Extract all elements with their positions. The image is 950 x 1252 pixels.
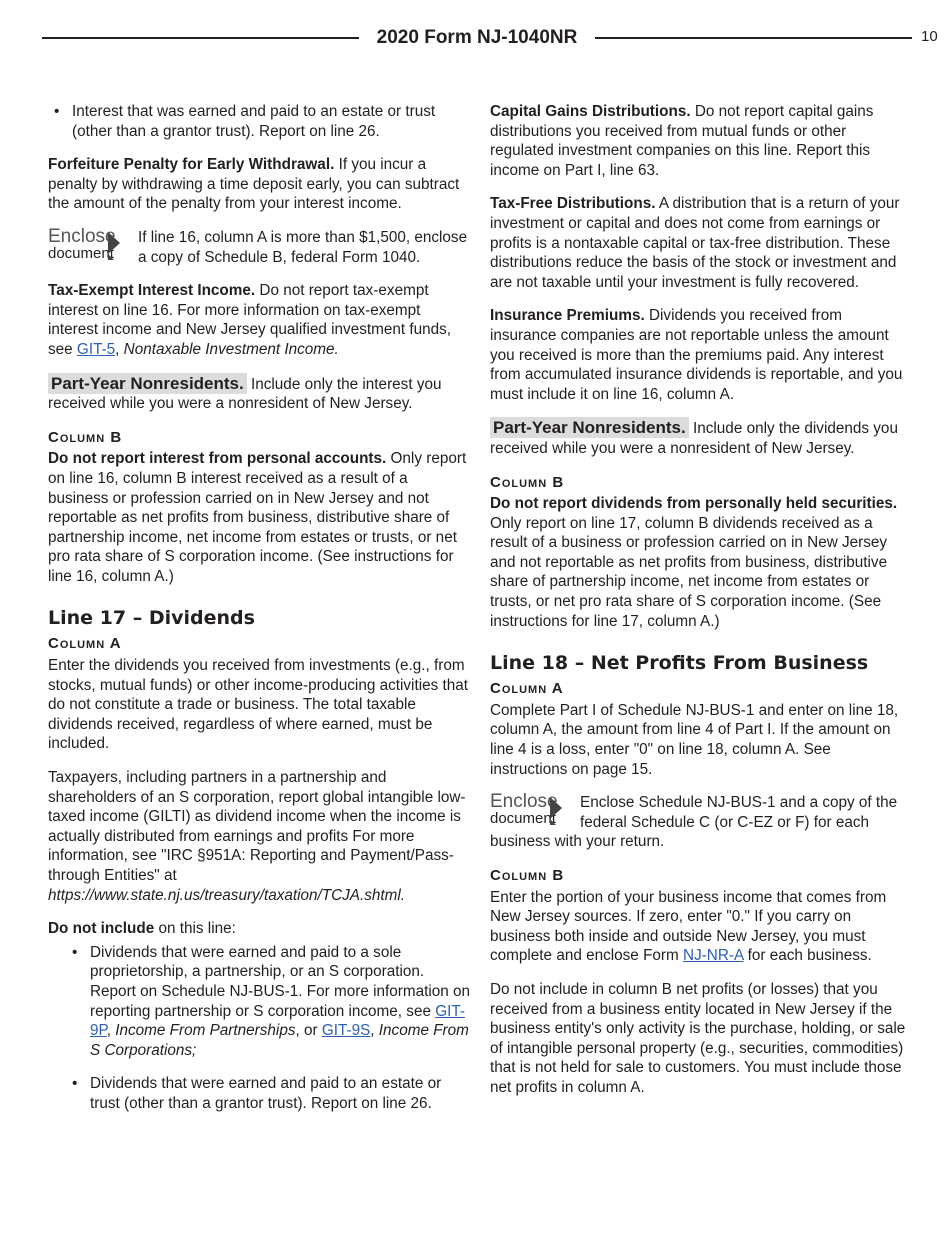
- bold-lead-text: Do not report dividends from personally held securities.: [490, 495, 898, 513]
- header-rule-left: [42, 37, 359, 39]
- bold-lead-text: Insurance Premiums.: [490, 307, 645, 325]
- enclose-label: Enclose: [48, 225, 116, 247]
- text-run: , or: [295, 1022, 322, 1040]
- form-title: 2020 Form NJ-1040NR: [376, 27, 578, 49]
- text-run: A distribution that is a return of your investment or capital and does not come from earnings or profits is a nontaxable capital or tax-free distribution. These distributions reduce the basis of the stock or investment and are not taxable until your investment is fully recovered.: [490, 195, 900, 291]
- text-run: Line 17 – Dividends: [48, 607, 255, 630]
- left-column: [48, 102, 472, 1128]
- text-run: Dividends that were earned and paid to an estate or trust (other than a grantor trust). Report on line 26.: [90, 1075, 442, 1112]
- bullet-item: [48, 102, 472, 141]
- right-column: [490, 102, 910, 1112]
- link-git-9p[interactable]: GIT-9P: [90, 1002, 465, 1040]
- link-git-5[interactable]: GIT-5: [76, 340, 116, 358]
- text-run: Enter the portion of your business income that comes from New Jersey sources. If zero, enter "0." If you carry on business both inside and outside New Jersey, you must complete and enclose Form: [490, 888, 887, 965]
- text-run: ,: [115, 340, 124, 358]
- text-run: Dividends that were earned and paid to a sole proprietorship, a partnership, or an S corporation. Report on Schedule NJ-BUS-1. For more information on reporting partnership or S corporation income, see: [90, 943, 471, 1020]
- text-run: Complete Part I of Schedule NJ-BUS-1 and enter on line 18, column A, the amount from line 4 of Part I. If the amount on line 4 is a loss, enter "0" on line 18, column A. See instructions on page 15.: [490, 701, 899, 778]
- paragraph: [490, 888, 910, 966]
- highlighted-heading: Part-Year Nonresidents.: [48, 373, 247, 394]
- text-run: on this line:: [154, 920, 236, 938]
- paragraph: [490, 194, 910, 292]
- column-subheading: [48, 428, 472, 448]
- paragraph: [48, 449, 472, 586]
- text-run: Include only the dividends you received while you were a nonresident of New Jersey.: [490, 420, 898, 457]
- section-heading: [490, 651, 910, 675]
- paragraph: [490, 701, 910, 779]
- text-run: Only report on line 17, column B dividends received as a result of a business or profession carried on in New Jersey and not reportable as net profits from business, distributive share of partnership income, net income from estates or trusts, or net pro rata share of S corporation income. (See instructions for line 17, column A.): [490, 514, 888, 630]
- column-subheading: [48, 634, 472, 654]
- bold-lead-text: Capital Gains Distributions.: [490, 103, 691, 120]
- text-run: ,: [106, 1022, 116, 1040]
- italic-text: https://www.state.nj.us/treasury/taxation/TCJA.shtml.: [48, 886, 406, 904]
- page-header: [42, 26, 912, 50]
- text-run: Enclose Schedule NJ-BUS-1 and a copy of the federal Schedule C (or C-EZ or F) for each business with your return.: [490, 794, 898, 851]
- text-run: Do not report tax-exempt interest on line 16. For more information on tax-exempt interest income and New Jersey qualified investment funds, see: [48, 282, 452, 358]
- arrow-icon: [108, 232, 120, 254]
- italic-text: Nontaxable Investment Income.: [123, 340, 339, 358]
- text-run: Dividends you received from insurance companies are not reportable unless the amount you received is more than the premiums paid. Any interest from accumulated insurance dividends is reportable, and you must include it on line 16, column A.: [490, 307, 903, 403]
- paragraph: [48, 768, 472, 905]
- bold-lead-text: Tax-Free Distributions.: [490, 195, 656, 213]
- paragraph: [490, 102, 910, 180]
- paragraph: [48, 374, 472, 414]
- bullet-item: [66, 1074, 472, 1113]
- paragraph: [48, 281, 472, 359]
- enclose-label: Enclose: [490, 791, 558, 813]
- document-label: document: [48, 244, 114, 262]
- text-run: Only report on line 16, column B interest received as a result of a business or profession carried on in New Jersey and not reportable as net profits from business, distributive share of partnership income, net income from estates or trusts, or net pro rata share of S corporation income. (See instructions for line 16, column A.): [48, 450, 467, 585]
- text-run: If line 16, column A is more than $1,500, enclose a copy of Schedule B, federal Form 1040.: [138, 228, 468, 266]
- link-nj-nr-a[interactable]: NJ-NR-A: [683, 947, 744, 965]
- paragraph: [490, 306, 910, 404]
- text-run: If you incur a penalty by withdrawing a time deposit early, you can subtract the amount of the penalty from your interest income.: [48, 156, 460, 213]
- italic-text: Income From Partnerships: [115, 1022, 296, 1040]
- paragraph: [490, 418, 910, 458]
- column-subheading: [490, 679, 910, 699]
- text-run: Interest that was earned and paid to an estate or trust (other than a grantor trust). Report on line 26.: [72, 103, 436, 140]
- text-run: ,: [370, 1022, 379, 1040]
- bold-lead-text: Do not include: [48, 920, 155, 938]
- bold-lead-text: Tax-Exempt Interest Income.: [48, 282, 256, 300]
- paragraph: [490, 980, 910, 1098]
- text-run: for each business.: [743, 947, 872, 965]
- paragraph: [48, 656, 472, 754]
- link-git-9s[interactable]: GIT-9S: [321, 1022, 371, 1040]
- paragraph: [48, 155, 472, 214]
- enclose-document-icon: [48, 225, 128, 264]
- page-number: 10: [921, 28, 938, 45]
- text-run: Column B: [490, 473, 565, 491]
- column-subheading: [490, 473, 910, 493]
- text-run: Column A: [490, 680, 564, 698]
- text-run: Include only the interest you received while you were a nonresident of New Jersey.: [48, 375, 442, 413]
- text-run: Do not report capital gains distributions you received from mutual funds or other regulated investment companies on this line. Report this income on Part I, line 63.: [490, 103, 874, 179]
- column-subheading: [490, 866, 910, 886]
- text-run: Enter the dividends you received from investments (e.g., from stocks, mutual funds) or other income-producing activities that do not constitute a trade or business. The total taxable dividends received, regardless of where earned, must be included.: [48, 657, 469, 753]
- italic-text: Income From S Corporations;: [90, 1022, 469, 1059]
- bold-lead-text: Do not report interest from personal accounts.: [48, 450, 387, 468]
- text-run: Taxpayers, including partners in a partnership and shareholders of an S corporation, report global intangible low-taxed income (GILTI) as dividend income when the income is actually distributed from earnings and profits For more information, see "IRC §951A: Reporting and Payment/Pass-through Entities" at: [48, 769, 466, 884]
- paragraph: [48, 919, 472, 939]
- arrow-icon: [550, 797, 562, 819]
- enclose-document-icon: [490, 791, 570, 829]
- text-run: Line 18 – Net Profits From Business: [490, 652, 869, 675]
- text-run: Column A: [48, 635, 122, 653]
- arrow-shadow-icon: [108, 254, 114, 260]
- header-rule-right: [595, 37, 912, 39]
- bullet-item: [66, 943, 472, 1061]
- highlighted-heading: Part-Year Nonresidents.: [490, 417, 689, 438]
- enclose-document-note: [490, 793, 910, 852]
- paragraph: [490, 494, 910, 631]
- enclose-document-note: [48, 225, 472, 267]
- arrow-shadow-icon: [550, 819, 556, 825]
- text-run: Column B: [48, 428, 123, 446]
- document-label: document: [490, 810, 556, 828]
- text-run: Column B: [490, 867, 565, 884]
- section-heading: [48, 606, 472, 630]
- text-run: Do not include in column B net profits (or losses) that you received from a business entity located in New Jersey if the business entity's only activity is the purchase, holding, or sale of intangible personal property (e.g., securities, commodities) that is not held for sale to customers. You must include those net profits in column A.: [490, 980, 906, 1096]
- bold-lead-text: Forfeiture Penalty for Early Withdrawal.: [48, 156, 335, 174]
